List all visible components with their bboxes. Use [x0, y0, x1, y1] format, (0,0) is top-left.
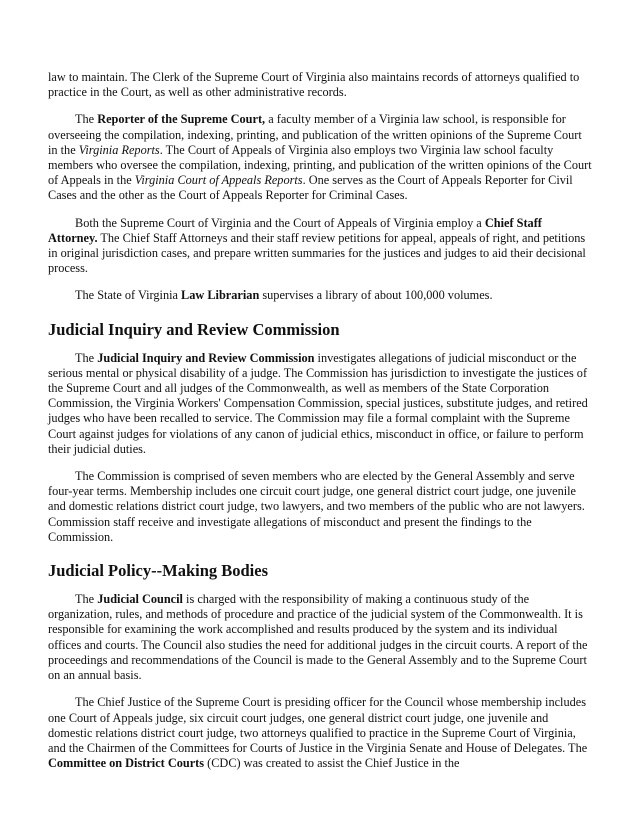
term-committee-district-courts: Committee on District Courts	[48, 756, 205, 771]
paragraph-judicial-council	[48, 592, 592, 683]
paragraph-text: law to maintain. The Clerk of the Supreme Court of Virginia also maintains records of attorneys qualified to practice in the Court, as well as other administrative records.	[48, 70, 580, 100]
text-run: The	[75, 592, 98, 607]
text-run: supervises a library of about 100,000 volumes.	[259, 288, 493, 303]
heading-judicial-inquiry: Judicial Inquiry and Review Commission	[48, 319, 340, 339]
term-law-librarian: Law Librarian	[181, 288, 260, 303]
text-run: The Chief Staff Attorneys and their staff review petitions for appeal, appeals of right, and petitions in original jurisdiction cases, and prepare written summaries for the justices and judges to aid their decisional process.	[48, 230, 586, 276]
heading-judicial-policy: Judicial Policy--Making Bodies	[48, 561, 269, 581]
text-run: The State of Virginia	[75, 288, 182, 303]
title-virginia-reports: Virginia Reports	[78, 142, 160, 157]
text-run: a faculty member of a Virginia law school, is responsible for overseeing the compilation, indexing, printing, and publication of the written opinions of the Supreme Court in the	[48, 112, 582, 157]
term-chief-staff-attorney: Chief Staff Attorney.	[48, 215, 542, 245]
paragraph-clerk-records	[48, 70, 592, 100]
text-run: is charged with the responsibility of making a continuous study of the organization, rules, and methods of procedure and practice of the judicial system of the Commonwealth. It is responsible for examining the work accomplished and results produced by the system and its individual offices and courts. The Council also studies the need for additional judges in the circuit courts. A report of the proceedings and recommendations of the Council is made to the General Assembly and to the Supreme Court on an annual basis.	[48, 592, 588, 683]
paragraph-commission-jurisdiction	[48, 351, 592, 457]
paragraph-reporter	[48, 112, 592, 203]
text-run: . One serves as the Court of Appeals Reporter for Civil Cases and the other as the Court of Appeals Reporter for Criminal Cases.	[48, 173, 573, 203]
text-run: The Chief Justice of the Supreme Court is presiding officer for the Council whose membership includes one Court of Appeals judge, six circuit court judges, one general district court judge, one juvenile and domestic relations district court judge, two attorneys qualified to practice in the Supreme Court of Virginia, and the Chairmen of the Committees for Courts of Justice in the Virginia Senate and House of Delegates. The	[48, 695, 588, 755]
title-court-of-appeals-reports: Virginia Court of Appeals Reports	[134, 173, 303, 188]
paragraph-chief-staff-attorney	[48, 216, 592, 277]
text-run: investigates allegations of judicial misconduct or the serious mental or physical disability of a judge. The Commission has jurisdiction to investigate the justices of the Supreme Court and all judges of the Commonwealth, as well as members of the State Corporation Commission, the Virginia Workers' Compensation Commission, special justices, substitute judges, and retired judges who have been recalled to service. The Commission may file a formal complaint with the Supreme Court against judges for violations of any canon of judicial ethics, misconduct in office, or failure to perform their judicial duties.	[48, 350, 588, 456]
paragraph-council-membership	[48, 695, 592, 771]
paragraph-law-librarian	[48, 288, 592, 303]
text-run: . The Court of Appeals of Virginia also employs two Virginia law school faculty members who oversee the compilation, indexing, printing, and publication of the written opinions of the Court of Appeals in the	[48, 142, 592, 188]
term-reporter: Reporter of the Supreme Court,	[97, 112, 266, 127]
text-run: The	[75, 350, 98, 365]
text-run: Both the Supreme Court of Virginia and the Court of Appeals of Virginia employ a	[75, 215, 485, 230]
text-run: The	[75, 112, 98, 127]
term-judicial-inquiry-commission: Judicial Inquiry and Review Commission	[97, 350, 315, 365]
term-judicial-council: Judicial Council	[97, 592, 183, 607]
paragraph-commission-membership	[48, 469, 592, 545]
text-run: (CDC) was created to assist the Chief Justice in the	[204, 756, 460, 771]
paragraph-text: The Commission is comprised of seven members who are elected by the General Assembly and serve four-year terms. Membership includes one circuit court judge, one general district court judge, one juvenile and domestic relations district court judge, two lawyers, and two members of the public who are not lawyers. Commission staff receive and investigate allegations of misconduct and present the findings to the Commission.	[48, 469, 585, 544]
